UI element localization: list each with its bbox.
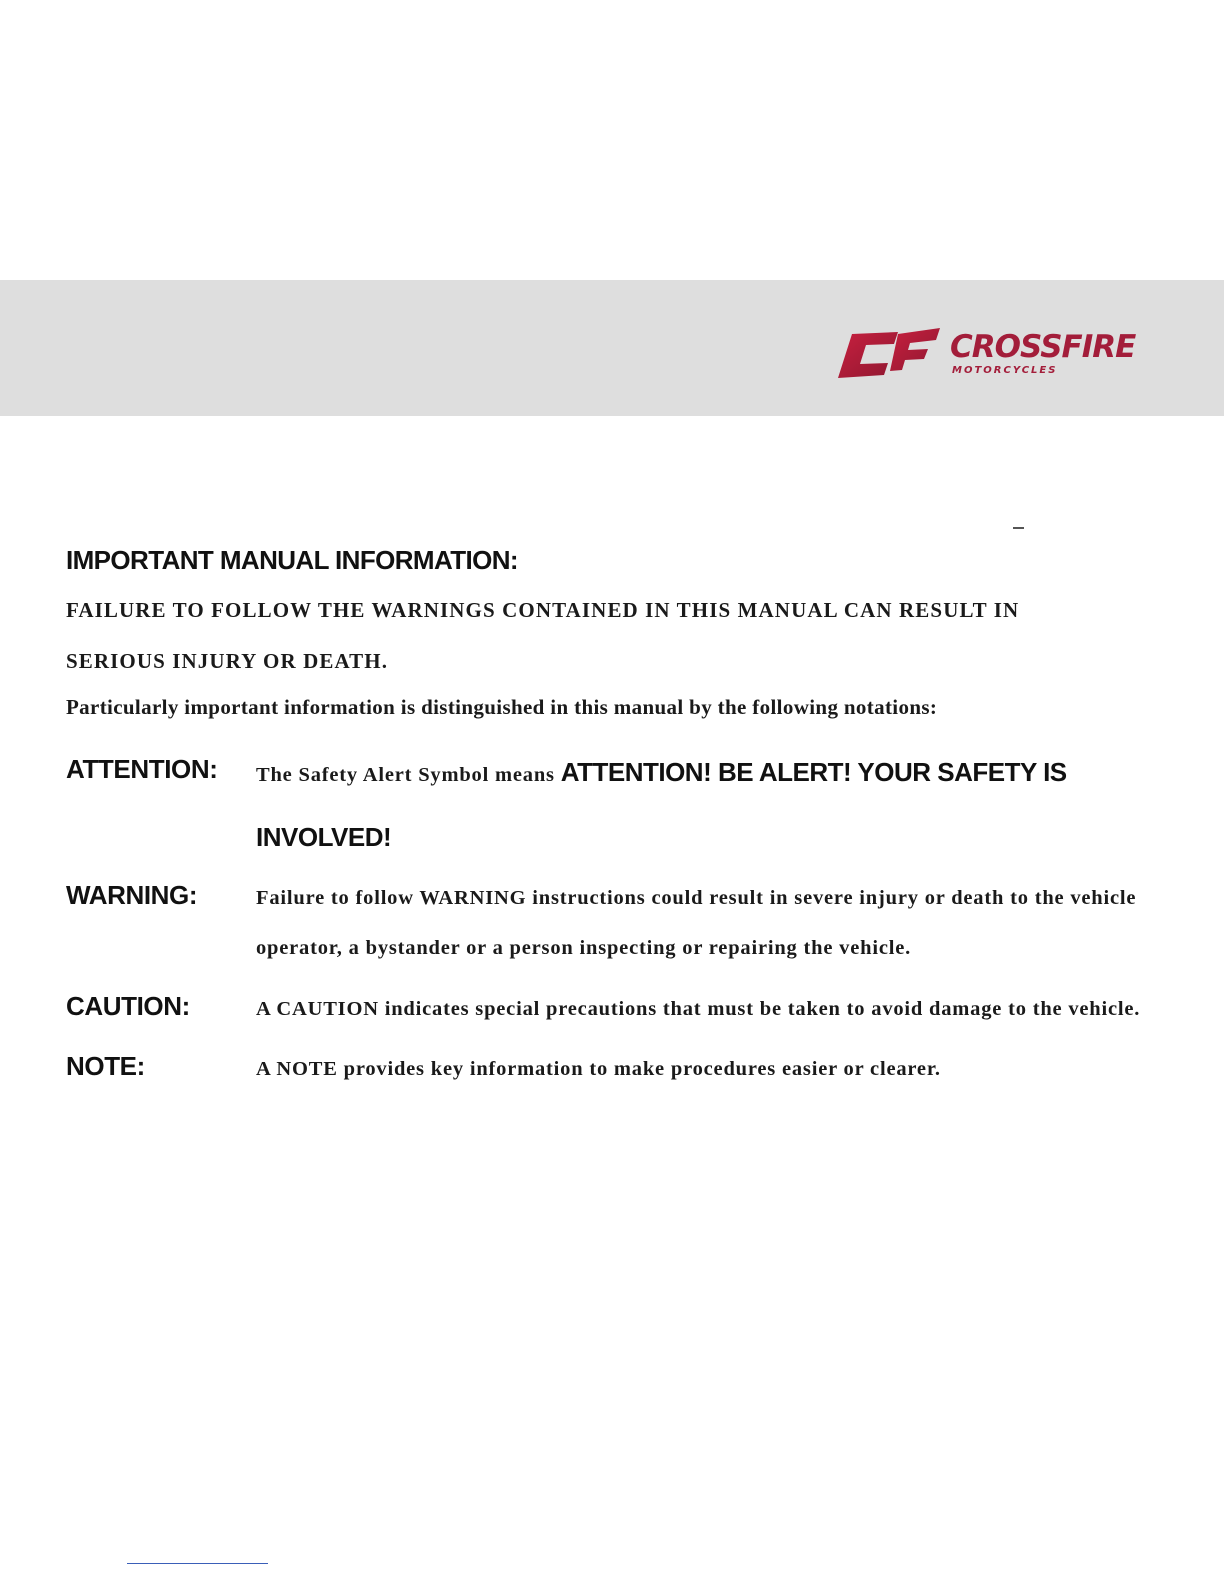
scan-mark — [1013, 527, 1024, 529]
section-heading: IMPORTANT MANUAL INFORMATION: — [66, 545, 518, 575]
notation-term: NOTE: — [66, 1051, 145, 1081]
logo-subtitle: MOTORCYCLES — [952, 365, 1058, 376]
notation-term: CAUTION: — [66, 991, 190, 1021]
crossfire-logo — [838, 328, 1138, 384]
attention-emphasis: ATTENTION! BE ALERT! YOUR SAFETY IS INVOLVED! — [256, 757, 1067, 852]
general-warning — [66, 585, 1176, 687]
cf-mark-icon — [838, 328, 946, 380]
general-warning-line-1: FAILURE TO FOLLOW THE WARNINGS CONTAINED IN THIS MANUAL CAN RESULT IN — [66, 598, 1020, 622]
notation-description — [256, 741, 1176, 871]
notations-intro: Particularly important information is distinguished in this manual by the following notations: — [66, 695, 938, 719]
notation-term: ATTENTION: — [66, 754, 218, 784]
attention-text: The Safety Alert Symbol means — [256, 764, 555, 786]
general-warning-line-2: SERIOUS INJURY OR DEATH. — [66, 649, 389, 673]
notation-note — [66, 1044, 1176, 1094]
manual-information-section — [66, 545, 1176, 1094]
notation-warning — [66, 873, 1176, 973]
header-band — [0, 280, 1224, 416]
notation-term: WARNING: — [66, 880, 198, 910]
notation-description: Failure to follow WARNING instructions could result in severe injury or death to the vehicle operator, a bystander or a person inspecting or repairing the vehicle. — [256, 887, 1137, 959]
notation-description: A NOTE provides key information to make procedures easier or clearer. — [256, 1058, 941, 1080]
footer-link-underline — [127, 1563, 268, 1564]
notation-description: A CAUTION indicates special precautions that must be taken to avoid damage to the vehicle. — [256, 998, 1141, 1020]
logo-wordmark: CROSSFIRE — [950, 329, 1136, 365]
notation-attention — [66, 741, 1176, 871]
notation-caution — [66, 984, 1176, 1034]
